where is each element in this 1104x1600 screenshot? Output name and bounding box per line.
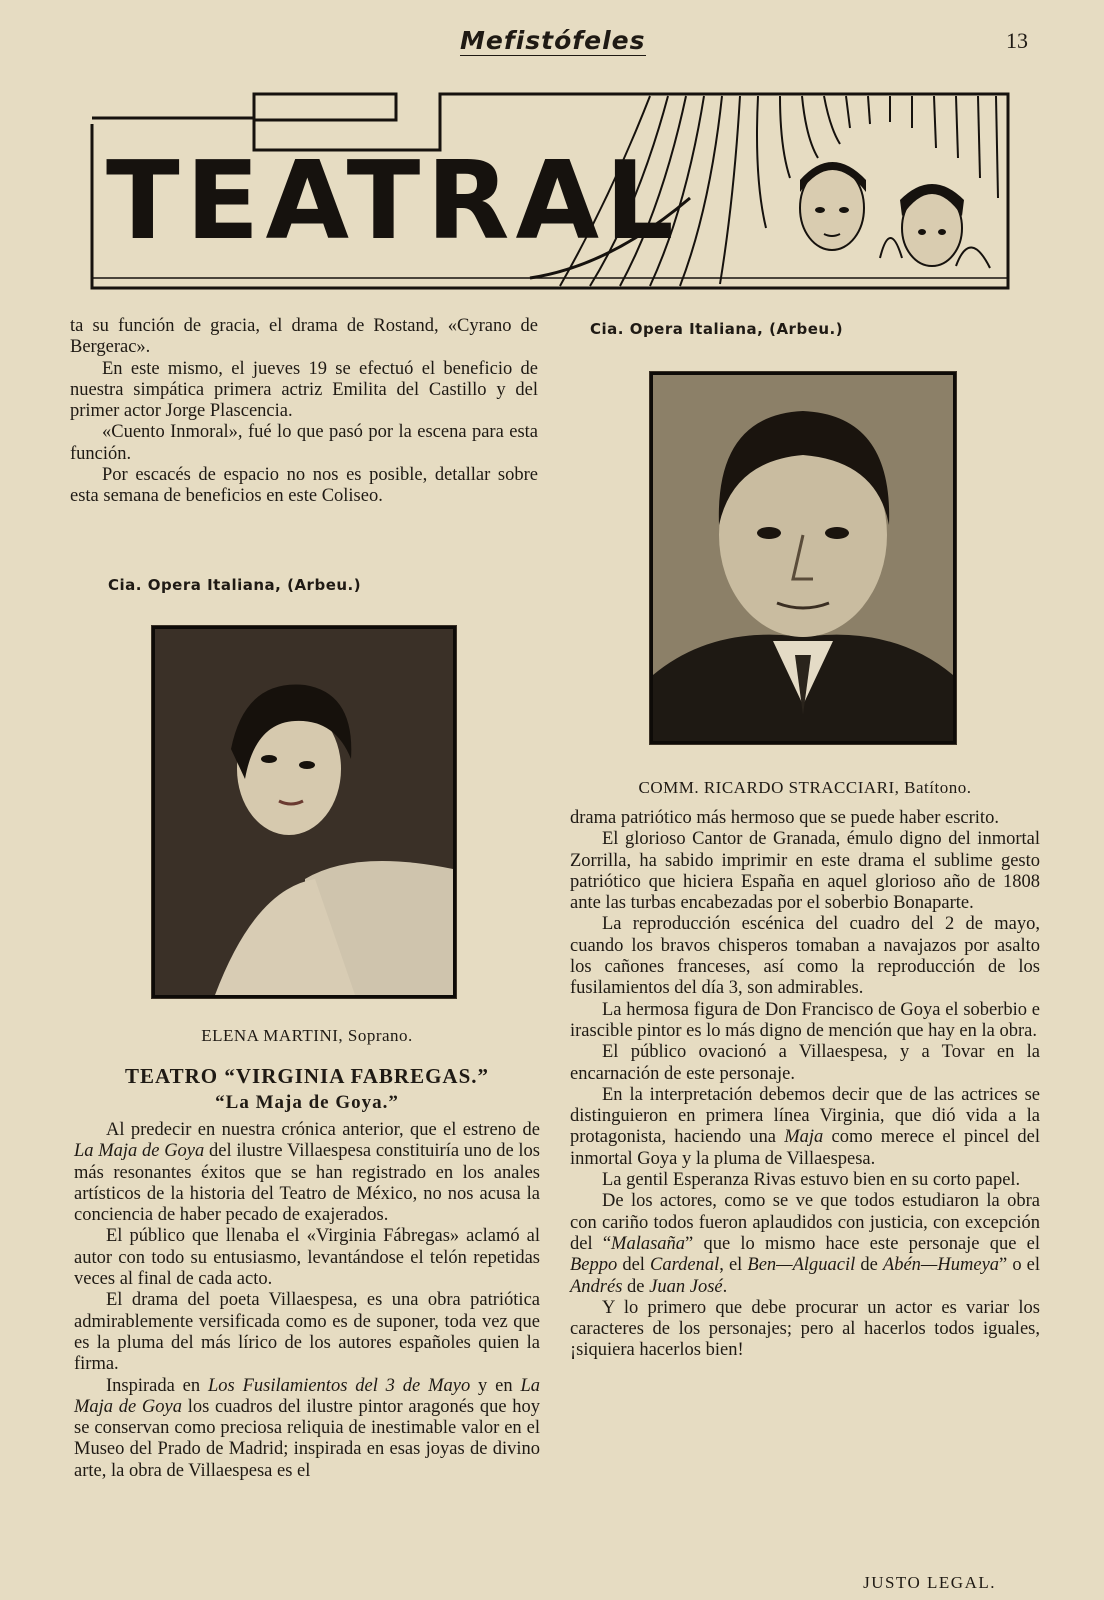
article-heading: TEATRO “VIRGINIA FABREGAS.” <box>124 1064 490 1088</box>
paragraph: En este mismo, el jueves 19 se efectuó el beneficio de nuestra simpática primera actriz Emilita del Castillo y del primer actor Jorge Plascencia. <box>70 358 538 422</box>
paragraph: Por escacés de espacio no nos es posible, detallar sobre esta semana de beneficios en este Coliseo. <box>70 465 538 507</box>
paragraph: El drama del poeta Villaespesa, es una obra patriótica admirablemente versificada como es de suponer, toda vez que es la pluma del más lírico de los autores españoles quien la firma. <box>74 1290 540 1375</box>
paragraph: El público ovacionó a Villaespesa, y a Tovar en la encarnación de este personaje. <box>570 1042 1040 1084</box>
paragraph: ta su función de gracia, el drama de Rostand, «Cyrano de Bergerac». <box>70 316 538 358</box>
company-label: Cia. Opera Italiana, (Arbeu.) <box>590 320 844 338</box>
teatral-banner <box>90 88 1010 290</box>
paragraph: drama patriótico más hermoso que se puede haber escrito. <box>570 808 999 828</box>
paragraph: El glorioso Cantor de Granada, émulo digno del inmortal Zorrilla, ha sabido imprimir en este drama el sublime gesto patriótico que hiciera España en aquel glorioso año de 1808 ante las turbas encabezadas por el soberbio Bonaparte. <box>570 829 1040 914</box>
paragraph: En la interpretación debemos decir que de las actrices se distinguieron en primera línea Virginia, que dió vida a la protagonista, haciendo una Maja como merece el pincel del inmortal Goya y la pluma de Villaespesa. <box>570 1084 1041 1169</box>
paragraph: De los actores, como se ve que todos estudiaron la obra con cariño todos fueron aplaudidos con justicia, con excepción del “Malasaña” que lo mismo hace este personaje que el Beppo del Cardenal, el Ben—Alguacil de Abén—Humeya” o el Andrés de Juan José. <box>570 1191 1040 1297</box>
author-signature: JUSTO LEGAL. <box>863 1573 996 1592</box>
paragraph: La gentil Esperanza Rivas estuvo bien en su corto papel. <box>602 1170 1021 1191</box>
banner-title: TEATRAL <box>106 139 680 264</box>
paragraph: «Cuento Inmoral», fué lo que pasó por la escena para esta función. <box>70 422 538 464</box>
paragraph: La reproducción escénica del cuadro del 2 de mayo, cuando los bravos chisperos tomaban a navajazos por asalto los cañones franceses, así como la reproducción de los fusilamientos del día 3, son admirables. <box>570 914 1040 999</box>
paragraph: Y lo primero que debe procurar un actor es variar los caracteres de los personajes; pero al hacerlos todos iguales, ¡siquiera hacerlos bien! <box>570 1297 1040 1361</box>
paragraph: El público que llenaba el «Virginia Fábregas» aclamó al autor con todo su entusiasmo, levantándose el telón repetidas veces al final de cada acto. <box>74 1226 540 1290</box>
photo-ricardo-stracciari <box>650 372 956 744</box>
magazine-name: Mefistófeles <box>460 26 646 55</box>
paragraph: Inspirada en Los Fusilamientos del 3 de Mayo y en La Maja de Goya los cuadros del ilustre pintor aragonés que hoy se conservan como preciosa reliquia de inestimable valor en el Museo del Prado de Madrid; inspirada en esas joyas de divino arte, la obra de Villaespesa es el <box>74 1375 540 1481</box>
article-subheading: “La Maja de Goya.” <box>215 1092 399 1113</box>
paragraph: La hermosa figura de Don Francisco de Goya el soberbio e irascible pintor es lo más digno de mención que hay en la obra. <box>570 999 1040 1041</box>
photo-caption: COMM. RICARDO STRACCIARI, Batítono. <box>638 778 972 797</box>
paragraph: Al predecir en nuestra crónica anterior, que el estreno de La Maja de Goya del ilustre Villaespesa constituiría uno de los más resonantes éxitos que se han registrado en los anales artísticos de la historia del Teatro de México, no nos acusa la conciencia de haber pecado de exajerados. <box>74 1120 541 1226</box>
photo-caption: ELENA MARTINI, Soprano. <box>201 1026 413 1045</box>
page-header <box>0 22 1104 62</box>
left-top-column <box>70 316 538 508</box>
company-label: Cia. Opera Italiana, (Arbeu.) <box>108 576 362 594</box>
article-right-column <box>570 808 1040 1362</box>
photo-elena-martini <box>152 626 456 998</box>
article-left-column <box>74 1120 540 1482</box>
page-number: 13 <box>1006 28 1028 53</box>
